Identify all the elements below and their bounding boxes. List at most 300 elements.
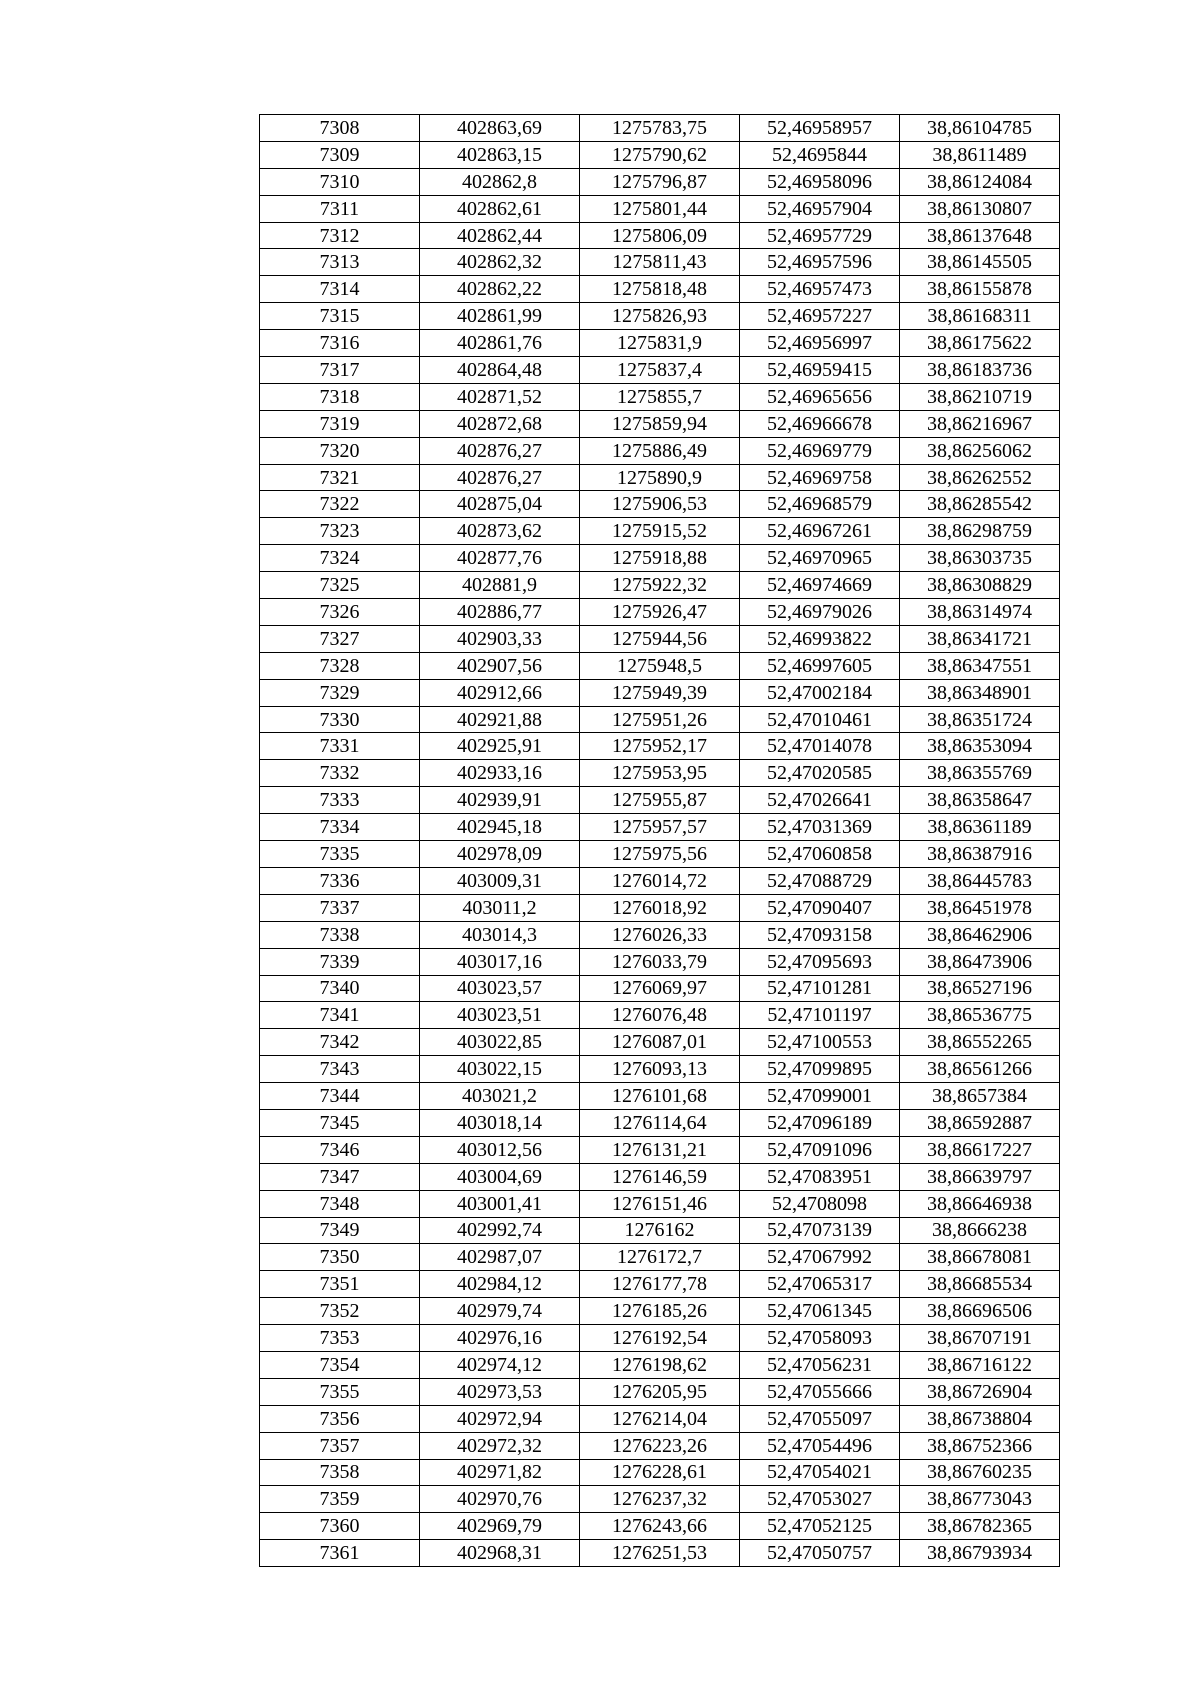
y-coordinate-cell: 1275948,5	[580, 652, 740, 679]
table-row	[260, 437, 1060, 464]
x-coordinate-cell: 402972,94	[420, 1405, 580, 1432]
coordinates-table	[259, 114, 1060, 1567]
latitude-cell: 52,47100553	[740, 1029, 900, 1056]
table-row	[260, 1378, 1060, 1405]
latitude-cell: 52,47050757	[740, 1540, 900, 1567]
latitude-cell: 52,47090407	[740, 894, 900, 921]
latitude-cell: 52,46957227	[740, 303, 900, 330]
point-number-cell: 7330	[260, 706, 420, 733]
y-coordinate-cell: 1276223,26	[580, 1432, 740, 1459]
table-row	[260, 383, 1060, 410]
point-number-cell: 7311	[260, 195, 420, 222]
longitude-cell: 38,86561266	[900, 1056, 1060, 1083]
y-coordinate-cell: 1275837,4	[580, 357, 740, 384]
table-row	[260, 1244, 1060, 1271]
point-number-cell: 7309	[260, 141, 420, 168]
latitude-cell: 52,47083951	[740, 1163, 900, 1190]
x-coordinate-cell: 403022,85	[420, 1029, 580, 1056]
point-number-cell: 7333	[260, 787, 420, 814]
x-coordinate-cell: 402872,68	[420, 410, 580, 437]
x-coordinate-cell: 402984,12	[420, 1271, 580, 1298]
table-row	[260, 867, 1060, 894]
point-number-cell: 7354	[260, 1351, 420, 1378]
x-coordinate-cell: 402873,62	[420, 518, 580, 545]
point-number-cell: 7339	[260, 948, 420, 975]
point-number-cell: 7336	[260, 867, 420, 894]
table-row	[260, 894, 1060, 921]
longitude-cell: 38,86104785	[900, 115, 1060, 142]
latitude-cell: 52,46957473	[740, 276, 900, 303]
longitude-cell: 38,86124084	[900, 168, 1060, 195]
longitude-cell: 38,86726904	[900, 1378, 1060, 1405]
table-row	[260, 1136, 1060, 1163]
point-number-cell: 7326	[260, 599, 420, 626]
x-coordinate-cell: 402907,56	[420, 652, 580, 679]
x-coordinate-cell: 402886,77	[420, 599, 580, 626]
y-coordinate-cell: 1276146,59	[580, 1163, 740, 1190]
latitude-cell: 52,47058093	[740, 1325, 900, 1352]
point-number-cell: 7317	[260, 357, 420, 384]
latitude-cell: 52,47095693	[740, 948, 900, 975]
y-coordinate-cell: 1275826,93	[580, 303, 740, 330]
longitude-cell: 38,86685534	[900, 1271, 1060, 1298]
point-number-cell: 7350	[260, 1244, 420, 1271]
longitude-cell: 38,86216967	[900, 410, 1060, 437]
x-coordinate-cell: 402974,12	[420, 1351, 580, 1378]
point-number-cell: 7345	[260, 1109, 420, 1136]
x-coordinate-cell: 402933,16	[420, 760, 580, 787]
table-row	[260, 921, 1060, 948]
point-number-cell: 7348	[260, 1190, 420, 1217]
latitude-cell: 52,46957596	[740, 249, 900, 276]
y-coordinate-cell: 1275953,95	[580, 760, 740, 787]
longitude-cell: 38,86256062	[900, 437, 1060, 464]
latitude-cell: 52,47101281	[740, 975, 900, 1002]
longitude-cell: 38,86298759	[900, 518, 1060, 545]
point-number-cell: 7332	[260, 760, 420, 787]
latitude-cell: 52,47054021	[740, 1459, 900, 1486]
table-row	[260, 518, 1060, 545]
x-coordinate-cell: 403004,69	[420, 1163, 580, 1190]
table-row	[260, 1351, 1060, 1378]
latitude-cell: 52,47088729	[740, 867, 900, 894]
point-number-cell: 7335	[260, 841, 420, 868]
y-coordinate-cell: 1275886,49	[580, 437, 740, 464]
y-coordinate-cell: 1276185,26	[580, 1298, 740, 1325]
table-row	[260, 545, 1060, 572]
latitude-cell: 52,47073139	[740, 1217, 900, 1244]
longitude-cell: 38,86678081	[900, 1244, 1060, 1271]
x-coordinate-cell: 403021,2	[420, 1083, 580, 1110]
longitude-cell: 38,86646938	[900, 1190, 1060, 1217]
table-row	[260, 1486, 1060, 1513]
y-coordinate-cell: 1275952,17	[580, 733, 740, 760]
point-number-cell: 7341	[260, 1002, 420, 1029]
table-row	[260, 787, 1060, 814]
y-coordinate-cell: 1275890,9	[580, 464, 740, 491]
point-number-cell: 7323	[260, 518, 420, 545]
longitude-cell: 38,86210719	[900, 383, 1060, 410]
table-row	[260, 357, 1060, 384]
point-number-cell: 7351	[260, 1271, 420, 1298]
x-coordinate-cell: 403001,41	[420, 1190, 580, 1217]
latitude-cell: 52,47052125	[740, 1513, 900, 1540]
x-coordinate-cell: 402939,91	[420, 787, 580, 814]
x-coordinate-cell: 402877,76	[420, 545, 580, 572]
latitude-cell: 52,47056231	[740, 1351, 900, 1378]
latitude-cell: 52,46967261	[740, 518, 900, 545]
latitude-cell: 52,47101197	[740, 1002, 900, 1029]
longitude-cell: 38,86445783	[900, 867, 1060, 894]
y-coordinate-cell: 1275855,7	[580, 383, 740, 410]
table-row	[260, 330, 1060, 357]
y-coordinate-cell: 1276069,97	[580, 975, 740, 1002]
point-number-cell: 7355	[260, 1378, 420, 1405]
y-coordinate-cell: 1276198,62	[580, 1351, 740, 1378]
longitude-cell: 38,86168311	[900, 303, 1060, 330]
x-coordinate-cell: 402881,9	[420, 572, 580, 599]
y-coordinate-cell: 1275783,75	[580, 115, 740, 142]
x-coordinate-cell: 402972,32	[420, 1432, 580, 1459]
longitude-cell: 38,86308829	[900, 572, 1060, 599]
x-coordinate-cell: 402973,53	[420, 1378, 580, 1405]
longitude-cell: 38,86145505	[900, 249, 1060, 276]
y-coordinate-cell: 1275949,39	[580, 679, 740, 706]
longitude-cell: 38,86760235	[900, 1459, 1060, 1486]
latitude-cell: 52,46997605	[740, 652, 900, 679]
latitude-cell: 52,47055097	[740, 1405, 900, 1432]
x-coordinate-cell: 402992,74	[420, 1217, 580, 1244]
latitude-cell: 52,47067992	[740, 1244, 900, 1271]
x-coordinate-cell: 402903,33	[420, 625, 580, 652]
y-coordinate-cell: 1276172,7	[580, 1244, 740, 1271]
x-coordinate-cell: 402968,31	[420, 1540, 580, 1567]
latitude-cell: 52,47096189	[740, 1109, 900, 1136]
latitude-cell: 52,46958957	[740, 115, 900, 142]
latitude-cell: 52,46957904	[740, 195, 900, 222]
longitude-cell: 38,86707191	[900, 1325, 1060, 1352]
point-number-cell: 7356	[260, 1405, 420, 1432]
longitude-cell: 38,86552265	[900, 1029, 1060, 1056]
y-coordinate-cell: 1276192,54	[580, 1325, 740, 1352]
x-coordinate-cell: 402863,69	[420, 115, 580, 142]
y-coordinate-cell: 1276093,13	[580, 1056, 740, 1083]
table-row	[260, 141, 1060, 168]
y-coordinate-cell: 1275975,56	[580, 841, 740, 868]
x-coordinate-cell: 403023,57	[420, 975, 580, 1002]
y-coordinate-cell: 1276087,01	[580, 1029, 740, 1056]
y-coordinate-cell: 1276114,64	[580, 1109, 740, 1136]
coordinates-table-body	[260, 115, 1060, 1567]
longitude-cell: 38,86738804	[900, 1405, 1060, 1432]
point-number-cell: 7312	[260, 222, 420, 249]
latitude-cell: 52,47055666	[740, 1378, 900, 1405]
x-coordinate-cell: 402969,79	[420, 1513, 580, 1540]
longitude-cell: 38,86347551	[900, 652, 1060, 679]
y-coordinate-cell: 1275906,53	[580, 491, 740, 518]
longitude-cell: 38,86473906	[900, 948, 1060, 975]
longitude-cell: 38,86462906	[900, 921, 1060, 948]
x-coordinate-cell: 402876,27	[420, 437, 580, 464]
x-coordinate-cell: 402863,15	[420, 141, 580, 168]
x-coordinate-cell: 402861,99	[420, 303, 580, 330]
y-coordinate-cell: 1276033,79	[580, 948, 740, 975]
x-coordinate-cell: 402925,91	[420, 733, 580, 760]
y-coordinate-cell: 1275811,43	[580, 249, 740, 276]
longitude-cell: 38,86341721	[900, 625, 1060, 652]
x-coordinate-cell: 402861,76	[420, 330, 580, 357]
table-row	[260, 276, 1060, 303]
longitude-cell: 38,86592887	[900, 1109, 1060, 1136]
y-coordinate-cell: 1276251,53	[580, 1540, 740, 1567]
longitude-cell: 38,86358647	[900, 787, 1060, 814]
point-number-cell: 7340	[260, 975, 420, 1002]
x-coordinate-cell: 402871,52	[420, 383, 580, 410]
y-coordinate-cell: 1275922,32	[580, 572, 740, 599]
y-coordinate-cell: 1275957,57	[580, 814, 740, 841]
x-coordinate-cell: 403022,15	[420, 1056, 580, 1083]
point-number-cell: 7322	[260, 491, 420, 518]
table-row	[260, 733, 1060, 760]
x-coordinate-cell: 403018,14	[420, 1109, 580, 1136]
table-row	[260, 1109, 1060, 1136]
x-coordinate-cell: 402862,44	[420, 222, 580, 249]
point-number-cell: 7327	[260, 625, 420, 652]
latitude-cell: 52,46958096	[740, 168, 900, 195]
longitude-cell: 38,86752366	[900, 1432, 1060, 1459]
longitude-cell: 38,86782365	[900, 1513, 1060, 1540]
longitude-cell: 38,86355769	[900, 760, 1060, 787]
point-number-cell: 7329	[260, 679, 420, 706]
table-row	[260, 168, 1060, 195]
point-number-cell: 7334	[260, 814, 420, 841]
longitude-cell: 38,86696506	[900, 1298, 1060, 1325]
x-coordinate-cell: 402979,74	[420, 1298, 580, 1325]
x-coordinate-cell: 402971,82	[420, 1459, 580, 1486]
longitude-cell: 38,86639797	[900, 1163, 1060, 1190]
longitude-cell: 38,86303735	[900, 545, 1060, 572]
point-number-cell: 7325	[260, 572, 420, 599]
latitude-cell: 52,4695844	[740, 141, 900, 168]
table-row	[260, 599, 1060, 626]
longitude-cell: 38,86262552	[900, 464, 1060, 491]
point-number-cell: 7359	[260, 1486, 420, 1513]
y-coordinate-cell: 1275859,94	[580, 410, 740, 437]
y-coordinate-cell: 1276237,32	[580, 1486, 740, 1513]
point-number-cell: 7347	[260, 1163, 420, 1190]
table-row	[260, 115, 1060, 142]
longitude-cell: 38,86130807	[900, 195, 1060, 222]
y-coordinate-cell: 1276228,61	[580, 1459, 740, 1486]
table-row	[260, 975, 1060, 1002]
longitude-cell: 38,86175622	[900, 330, 1060, 357]
point-number-cell: 7331	[260, 733, 420, 760]
x-coordinate-cell: 402875,04	[420, 491, 580, 518]
x-coordinate-cell: 403009,31	[420, 867, 580, 894]
y-coordinate-cell: 1276214,04	[580, 1405, 740, 1432]
y-coordinate-cell: 1276101,68	[580, 1083, 740, 1110]
table-row	[260, 1056, 1060, 1083]
table-row	[260, 572, 1060, 599]
x-coordinate-cell: 403014,3	[420, 921, 580, 948]
latitude-cell: 52,46957729	[740, 222, 900, 249]
latitude-cell: 52,47099895	[740, 1056, 900, 1083]
latitude-cell: 52,46959415	[740, 357, 900, 384]
x-coordinate-cell: 402862,61	[420, 195, 580, 222]
table-row	[260, 1459, 1060, 1486]
point-number-cell: 7358	[260, 1459, 420, 1486]
x-coordinate-cell: 402862,32	[420, 249, 580, 276]
x-coordinate-cell: 402862,22	[420, 276, 580, 303]
table-row	[260, 1432, 1060, 1459]
latitude-cell: 52,47020585	[740, 760, 900, 787]
longitude-cell: 38,86351724	[900, 706, 1060, 733]
latitude-cell: 52,47054496	[740, 1432, 900, 1459]
latitude-cell: 52,47061345	[740, 1298, 900, 1325]
table-row	[260, 1513, 1060, 1540]
point-number-cell: 7328	[260, 652, 420, 679]
latitude-cell: 52,47099001	[740, 1083, 900, 1110]
point-number-cell: 7321	[260, 464, 420, 491]
longitude-cell: 38,86285542	[900, 491, 1060, 518]
latitude-cell: 52,47060858	[740, 841, 900, 868]
x-coordinate-cell: 402987,07	[420, 1244, 580, 1271]
y-coordinate-cell: 1275915,52	[580, 518, 740, 545]
point-number-cell: 7357	[260, 1432, 420, 1459]
latitude-cell: 52,47091096	[740, 1136, 900, 1163]
longitude-cell: 38,86793934	[900, 1540, 1060, 1567]
y-coordinate-cell: 1276014,72	[580, 867, 740, 894]
y-coordinate-cell: 1276131,21	[580, 1136, 740, 1163]
point-number-cell: 7315	[260, 303, 420, 330]
longitude-cell: 38,86137648	[900, 222, 1060, 249]
y-coordinate-cell: 1275926,47	[580, 599, 740, 626]
table-row	[260, 195, 1060, 222]
latitude-cell: 52,46993822	[740, 625, 900, 652]
x-coordinate-cell: 402921,88	[420, 706, 580, 733]
y-coordinate-cell: 1276243,66	[580, 1513, 740, 1540]
table-row	[260, 1325, 1060, 1352]
x-coordinate-cell: 402876,27	[420, 464, 580, 491]
point-number-cell: 7337	[260, 894, 420, 921]
y-coordinate-cell: 1276018,92	[580, 894, 740, 921]
x-coordinate-cell: 403011,2	[420, 894, 580, 921]
y-coordinate-cell: 1276177,78	[580, 1271, 740, 1298]
longitude-cell: 38,8666238	[900, 1217, 1060, 1244]
longitude-cell: 38,86361189	[900, 814, 1060, 841]
point-number-cell: 7360	[260, 1513, 420, 1540]
table-row	[260, 948, 1060, 975]
y-coordinate-cell: 1275806,09	[580, 222, 740, 249]
x-coordinate-cell: 402976,16	[420, 1325, 580, 1352]
latitude-cell: 52,47053027	[740, 1486, 900, 1513]
table-row	[260, 1163, 1060, 1190]
point-number-cell: 7320	[260, 437, 420, 464]
point-number-cell: 7342	[260, 1029, 420, 1056]
point-number-cell: 7349	[260, 1217, 420, 1244]
y-coordinate-cell: 1275955,87	[580, 787, 740, 814]
point-number-cell: 7352	[260, 1298, 420, 1325]
longitude-cell: 38,86348901	[900, 679, 1060, 706]
longitude-cell: 38,86773043	[900, 1486, 1060, 1513]
longitude-cell: 38,86387916	[900, 841, 1060, 868]
point-number-cell: 7319	[260, 410, 420, 437]
latitude-cell: 52,46968579	[740, 491, 900, 518]
y-coordinate-cell: 1275790,62	[580, 141, 740, 168]
point-number-cell: 7338	[260, 921, 420, 948]
y-coordinate-cell: 1275944,56	[580, 625, 740, 652]
longitude-cell: 38,86617227	[900, 1136, 1060, 1163]
table-row	[260, 303, 1060, 330]
longitude-cell: 38,86451978	[900, 894, 1060, 921]
y-coordinate-cell: 1275831,9	[580, 330, 740, 357]
longitude-cell: 38,8611489	[900, 141, 1060, 168]
latitude-cell: 52,47010461	[740, 706, 900, 733]
table-row	[260, 1083, 1060, 1110]
y-coordinate-cell: 1275801,44	[580, 195, 740, 222]
point-number-cell: 7324	[260, 545, 420, 572]
x-coordinate-cell: 402970,76	[420, 1486, 580, 1513]
point-number-cell: 7316	[260, 330, 420, 357]
x-coordinate-cell: 403012,56	[420, 1136, 580, 1163]
point-number-cell: 7318	[260, 383, 420, 410]
table-row	[260, 222, 1060, 249]
table-row	[260, 464, 1060, 491]
y-coordinate-cell: 1276076,48	[580, 1002, 740, 1029]
table-row	[260, 706, 1060, 733]
x-coordinate-cell: 402945,18	[420, 814, 580, 841]
table-row	[260, 1540, 1060, 1567]
table-row	[260, 249, 1060, 276]
table-row	[260, 410, 1060, 437]
point-number-cell: 7310	[260, 168, 420, 195]
x-coordinate-cell: 403017,16	[420, 948, 580, 975]
latitude-cell: 52,47031369	[740, 814, 900, 841]
table-row	[260, 1298, 1060, 1325]
latitude-cell: 52,46970965	[740, 545, 900, 572]
longitude-cell: 38,86155878	[900, 276, 1060, 303]
point-number-cell: 7308	[260, 115, 420, 142]
y-coordinate-cell: 1276205,95	[580, 1378, 740, 1405]
latitude-cell: 52,47026641	[740, 787, 900, 814]
point-number-cell: 7313	[260, 249, 420, 276]
table-row	[260, 625, 1060, 652]
point-number-cell: 7353	[260, 1325, 420, 1352]
latitude-cell: 52,47002184	[740, 679, 900, 706]
table-row	[260, 652, 1060, 679]
x-coordinate-cell: 403023,51	[420, 1002, 580, 1029]
table-row	[260, 679, 1060, 706]
y-coordinate-cell: 1275918,88	[580, 545, 740, 572]
latitude-cell: 52,4708098	[740, 1190, 900, 1217]
point-number-cell: 7344	[260, 1083, 420, 1110]
latitude-cell: 52,46965656	[740, 383, 900, 410]
table-row	[260, 814, 1060, 841]
latitude-cell: 52,46979026	[740, 599, 900, 626]
point-number-cell: 7314	[260, 276, 420, 303]
latitude-cell: 52,46956997	[740, 330, 900, 357]
latitude-cell: 52,47065317	[740, 1271, 900, 1298]
y-coordinate-cell: 1275818,48	[580, 276, 740, 303]
y-coordinate-cell: 1276151,46	[580, 1190, 740, 1217]
latitude-cell: 52,46966678	[740, 410, 900, 437]
x-coordinate-cell: 402912,66	[420, 679, 580, 706]
latitude-cell: 52,46974669	[740, 572, 900, 599]
table-row	[260, 1405, 1060, 1432]
y-coordinate-cell: 1276026,33	[580, 921, 740, 948]
x-coordinate-cell: 402978,09	[420, 841, 580, 868]
table-row	[260, 1271, 1060, 1298]
